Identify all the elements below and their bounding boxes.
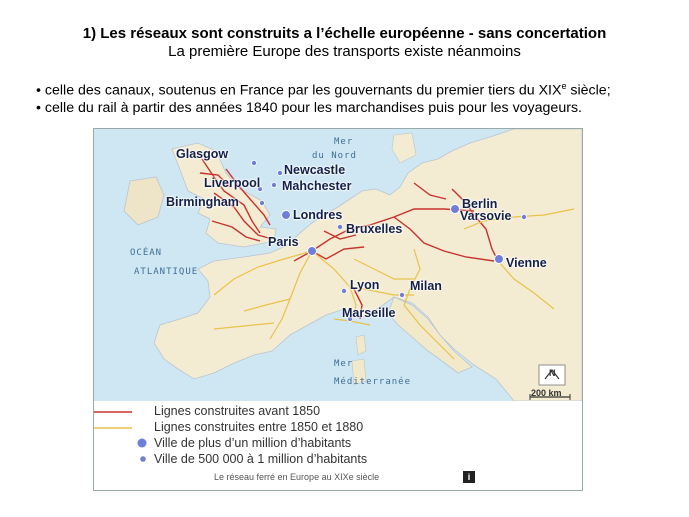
marker-varsovie <box>521 214 526 219</box>
sea-label-mer-nord-1: Mer <box>334 137 354 147</box>
north-label: N <box>549 368 556 378</box>
legend-large-city-icon <box>136 437 148 449</box>
bullet-rail: • celle du rail à partir des années 1840 pour les marchandises puis pour les voyageurs. <box>36 100 582 116</box>
sea-label-mer-nord-2: du Nord <box>312 151 357 161</box>
city-label-glasgow: Glasgow <box>176 147 229 161</box>
legend-before-1850: Lignes construites avant 1850 <box>154 404 321 418</box>
city-label-paris: Paris <box>268 235 299 249</box>
legend-city-million: Ville de plus d’un million d’habitants <box>154 436 352 450</box>
legend-yellow-line-icon <box>94 423 134 433</box>
marker-lyon <box>341 288 346 293</box>
slide-title: 1) Les réseaux sont construits a l’échelle européenne - sans concertation <box>82 25 607 42</box>
land-denmark <box>392 133 416 163</box>
bullet-canals-sup: e <box>561 81 567 91</box>
sea-label-med-1: Mer <box>334 359 354 369</box>
map-caption: Le réseau ferré en Europe au XIXe siècle <box>214 472 380 482</box>
marker-newcastle <box>277 170 282 175</box>
marker-milan <box>399 292 404 297</box>
legend-medium-city-icon <box>138 454 148 464</box>
land-ireland <box>124 177 164 225</box>
bullet-canals-end: siècle; <box>566 82 611 99</box>
city-label-manchester: Mahchester <box>282 179 352 193</box>
land-corsica <box>356 335 366 355</box>
city-label-milan: Milan <box>410 279 442 293</box>
marker-paris <box>308 247 317 256</box>
info-icon[interactable]: i <box>463 471 475 483</box>
city-label-marseille: Marseille <box>342 306 396 320</box>
marker-vienne <box>495 255 504 264</box>
sea-label-ocean-2: ATLANTIQUE <box>134 267 199 277</box>
railway-map <box>93 128 583 491</box>
city-label-vienne: Vienne <box>506 256 547 270</box>
slide-subtitle: La première Europe des transports existe néanmoins <box>168 43 521 60</box>
marker-bruxelles <box>337 224 342 229</box>
bullet-canals-text: • celle des canaux, soutenus en France par les gouvernants du premier tiers du XIX <box>36 82 562 99</box>
legend-1850-1880: Lignes construites entre 1850 et 1880 <box>154 420 364 434</box>
marker-manchester <box>271 182 276 187</box>
city-label-lyon: Lyon <box>350 278 380 292</box>
city-label-newcastle: Newcastle <box>284 163 346 177</box>
city-label-bruxelles: Bruxelles <box>346 222 403 236</box>
city-label-berlin: Berlin <box>462 197 498 211</box>
map-legend <box>94 401 582 490</box>
marker-birmingham <box>259 200 264 205</box>
marker-glasgow <box>251 160 256 165</box>
marker-londres <box>282 211 291 220</box>
city-label-varsovie: Varsovie <box>460 209 512 223</box>
sea-label-ocean-1: OCÉAN <box>130 248 163 258</box>
city-label-londres: Londres <box>293 208 343 222</box>
sea-label-med-2: Méditerranée <box>334 377 412 387</box>
city-label-liverpool: Liverpool <box>204 176 261 190</box>
marker-berlin <box>451 205 460 214</box>
legend-red-line-icon <box>94 407 134 417</box>
city-label-birmingham: Birmingham <box>166 195 239 209</box>
scale-label: 200 km <box>531 388 562 398</box>
bullet-canals <box>36 81 611 99</box>
north-indicator <box>540 366 564 384</box>
legend-city-500k: Ville de 500 000 à 1 million d’habitants <box>154 452 368 466</box>
